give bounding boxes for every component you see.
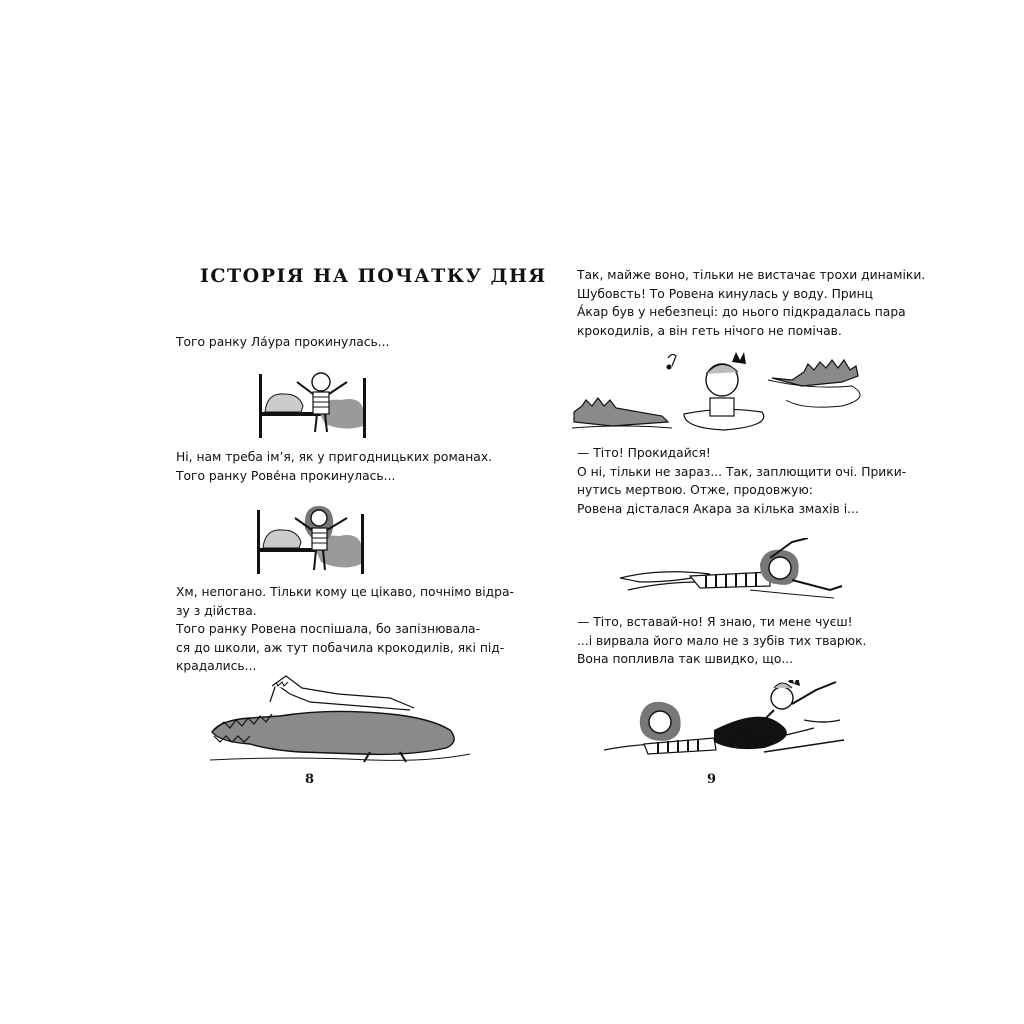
crocodiles-illustration (210, 672, 470, 764)
swimming-girl-illustration (620, 538, 850, 604)
girl-in-bed-illustration-1 (255, 364, 375, 440)
rescue-swim-illustration (604, 680, 854, 762)
right-page (512, 0, 1024, 1024)
paragraph-2: Ні, нам треба ім’я, як у пригодницьких романах. Того ранку Рове́на прокинулась... (176, 450, 493, 483)
page-number-right: 9 (707, 772, 717, 787)
paragraph-3: Хм, непогано. Тільки кому це цікаво, почнімо відра- зу з дійства. Того ранку Ровена поспішала, бо запізнювала- ся до школи, аж тут побачила крокодилів, які під- крадались... (176, 585, 514, 674)
page-number-left: 8 (305, 772, 315, 787)
chapter-title: ІСТОРІЯ НА ПОЧАТКУ ДНЯ (200, 265, 547, 287)
paragraph-2: — Тіто! Прокидайся! О ні, тільки не зараз... Так, заплющити очі. Прики- нутись мертвою. Отже, продовжую: Ровена дісталася Акара за кілька змахів і... (577, 446, 907, 516)
paragraph-1: Того ранку Ла́ура прокинулась... (176, 335, 390, 349)
paragraph-1: Так, майже воно, тільки не вистачає трохи динаміки. Шубовсть! То Ровена кинулась у воду. Принц А́кар був у небезпеці: до нього підкрадалась пара крокодилів, а він геть нічого не помічав. (577, 268, 926, 338)
prince-in-water-illustration (572, 350, 872, 440)
girl-in-bed-illustration-2 (253, 498, 373, 576)
paragraph-3: — Тіто, вставай-но! Я знаю, ти мене чуєш! ...і вирвала його мало не з зубів тих тварюк. Вона попливла так швидко, що... (577, 615, 867, 667)
